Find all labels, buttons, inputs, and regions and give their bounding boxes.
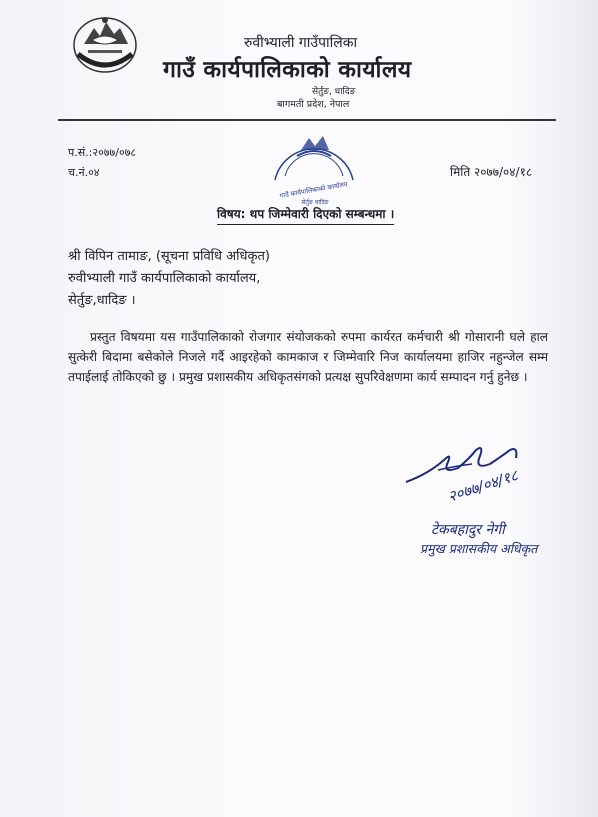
nepal-emblem-icon bbox=[70, 14, 140, 76]
signatory-name: टेकबहादुर नेगी bbox=[431, 522, 505, 538]
addressee-line-2: रुवीभ्याली गाउँ कार्यपालिकाको कार्यालय, bbox=[68, 271, 261, 286]
office-title: गाउँ कार्यपालिकाको कार्यालय bbox=[163, 57, 412, 83]
svg-text:गाउँ कार्यपालिकाको कार्यालय: गाउँ कार्यपालिकाको कार्यालय bbox=[279, 180, 349, 200]
office-stamp-icon bbox=[263, 126, 365, 208]
location-line-2: बागमती प्रदेश, नेपाल bbox=[277, 99, 350, 110]
addressee-line-1: श्री विपिन तामाङ, (सूचना प्रविधि अधिकृत) bbox=[68, 249, 270, 264]
letter-date: मिति २०७७/०४/१८ bbox=[450, 165, 533, 179]
letter-body: प्रस्तुत विषयमा यस गाउँपालिकाको रोजगार संयोजकको रुपमा कार्यरत कर्मचारी श्री गोसारानी घले हाल सुत्केरी बिदामा बसेकोले निजले गर्दै आइरहेको कामकाज र जिम्मेवारि निज कार्यालयमा हाजिर नहुन्जेल सम्म तपाईलाई तोकिएको छु । प्रमुख प्रशासकीय अधिकृतसंगको प्रत्यक्ष सुपरिवेक्षणमा कार्य सम्पादन गर्नु हुनेछ । bbox=[68, 330, 548, 384]
handwritten-signature-icon bbox=[398, 440, 538, 530]
municipality-name: रुवीभ्याली गाउँपालिका bbox=[244, 35, 358, 51]
subject-line: विषय: थप जिम्मेवारी दिएको सम्बन्धमा । bbox=[217, 205, 394, 225]
reference-cn: च.नं.०४ bbox=[68, 166, 100, 179]
svg-text:२०७७/०४/१८: २०७७/०४/१८ bbox=[445, 466, 521, 506]
addressee-line-3: सेर्तुङ,धादिङ । bbox=[68, 293, 136, 308]
signatory-title: प्रमुख प्रशासकीय अधिकृत bbox=[420, 541, 538, 556]
header-divider bbox=[58, 119, 556, 121]
reference-ps: प.सं.:२०७७/०७८ bbox=[68, 146, 137, 159]
svg-text:सेर्तुङ धादिङ: सेर्तुङ धादिङ bbox=[301, 199, 329, 206]
location-line-1: सेर्तुङ, धादिङ bbox=[312, 87, 356, 97]
